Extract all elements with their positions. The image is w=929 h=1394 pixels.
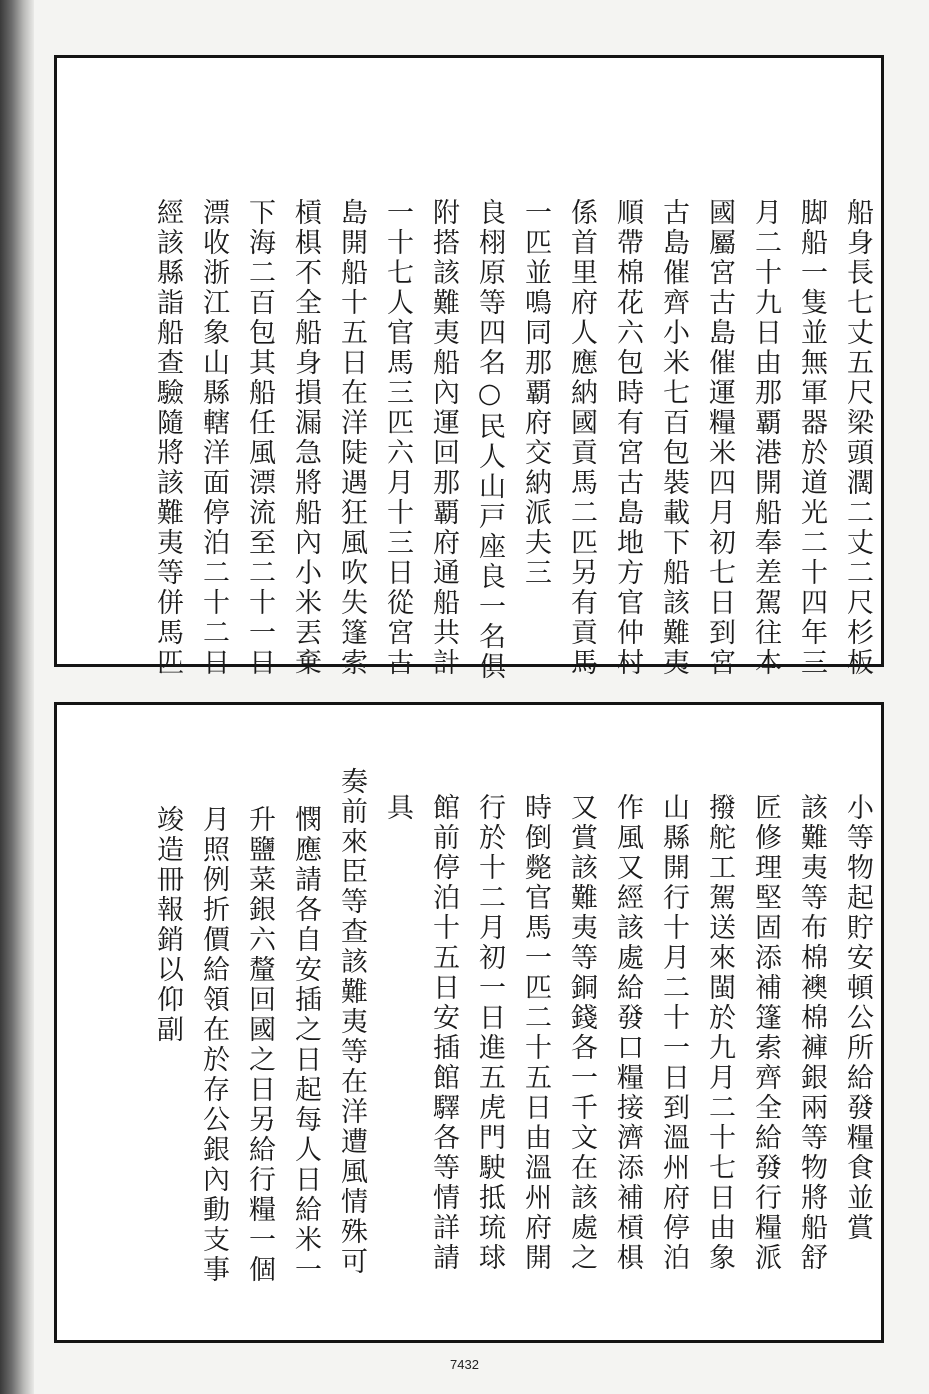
- page-number: 7432: [450, 1357, 479, 1372]
- text-column: 匠修理堅固添補篷索齊全給發行糧派: [750, 793, 781, 1273]
- text-column: 時倒斃官馬一匹二十五日由溫州府開: [520, 793, 551, 1273]
- text-column: 係首里府人應納國貢馬二匹另有貢馬: [566, 198, 597, 678]
- book-binding-shadow: [0, 0, 34, 1394]
- text-column: 升鹽菜銀六釐回國之日另給行糧一個: [244, 805, 275, 1285]
- text-column: 國屬宮古島催運糧米四月初七日到宮: [704, 198, 735, 678]
- text-column: 山縣開行十月二十一日到溫州府停泊: [658, 793, 689, 1273]
- text-column: 一匹並鳴同那覇府交納派夫三: [520, 198, 551, 588]
- text-column: 船身長七丈五尺梁頭濶二丈二尺杉板: [842, 198, 873, 678]
- text-column: 漂收浙江象山縣轄洋面停泊二十二日: [198, 198, 229, 678]
- text-column: 行於十二月初一日進五虎門駛抵琉球: [474, 793, 505, 1273]
- text-column: 槓椇不全船身損漏急將船內小米丟棄: [290, 198, 321, 678]
- text-column: 一十七人官馬三匹六月十三日從宮古: [382, 198, 413, 678]
- text-column: 又賞該難夷等銅錢各一千文在該處之: [566, 793, 597, 1273]
- upper-text-panel: [54, 55, 884, 682]
- text-column: 憫應請各自安插之日起每人日給米一: [290, 805, 321, 1285]
- text-column: 月二十九日由那覇港開船奉差駕往本: [750, 198, 781, 678]
- text-column: 具: [382, 793, 413, 823]
- text-column: 館前停泊十五日安插館驛各等情詳請: [428, 793, 459, 1273]
- text-column: 順帶棉花六包時有宮古島地方官仲村: [612, 198, 643, 678]
- text-column: 經該縣詣船查驗隨將該難夷等併馬匹: [152, 198, 183, 678]
- text-column: 該難夷等布棉襖棉褲銀兩等物將船舒: [796, 793, 827, 1273]
- text-column: 良栩原等四名○民人山戸座良一名俱: [474, 198, 505, 682]
- text-column: 撥舵工駕送來閩於九月二十七日由象: [704, 793, 735, 1273]
- text-column: 島開船十五日在洋陡遇狂風吹失篷索: [336, 198, 367, 678]
- text-column: 奏前來臣等查該難夷等在洋遭風情殊可: [336, 767, 367, 1277]
- text-column: 附搭該難夷船內運回那覇府通船共計: [428, 198, 459, 678]
- text-column: 作風又經該處給發口糧接濟添補槓椇: [612, 793, 643, 1273]
- text-column: 脚船一隻並無軍器於道光二十四年三: [796, 198, 827, 678]
- text-column: 下海二百包其船任風漂流至二十一日: [244, 198, 275, 678]
- text-column: 竣造冊報銷以仰副: [152, 805, 183, 1045]
- text-column: 小等物起貯安頓公所給發糧食並賞: [842, 793, 873, 1243]
- text-column: 月照例折價給領在於存公銀內動支事: [198, 805, 229, 1285]
- lower-text-panel: [54, 702, 884, 1343]
- text-column: 古島催齊小米七百包裝載下船該難夷: [658, 198, 689, 678]
